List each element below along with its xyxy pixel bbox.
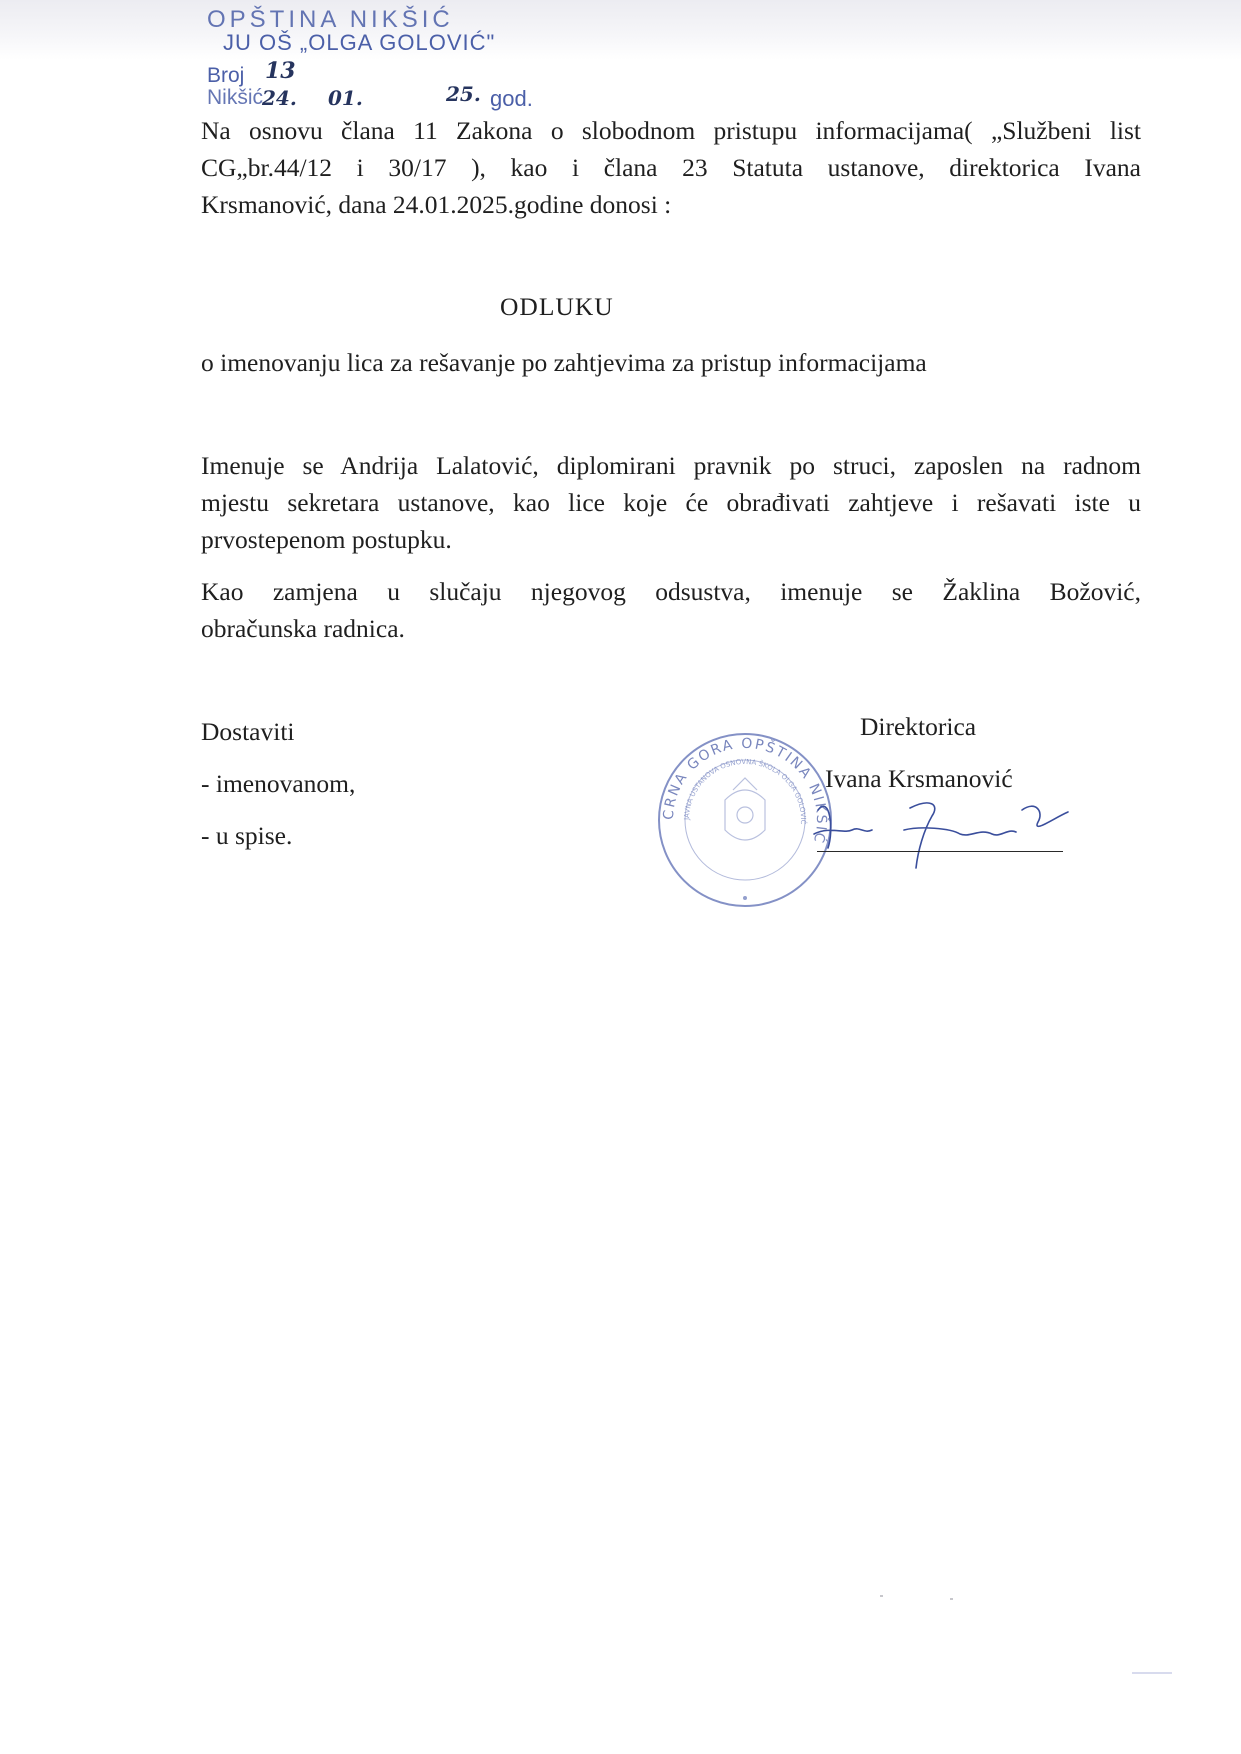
document-subtitle: o imenovanju lica za rešavanje po zahtjevima za pristup informacijama	[201, 348, 927, 377]
stamp-place-label: Nikšić	[207, 86, 263, 109]
seal-inner-text: JAVNA USTANOVA OSNOVNA ŠKOLA OLGA GOLOVIĆ	[682, 757, 808, 825]
intro-line-2: CG„br.44/12 i 30/17 ), kao i člana 23 Statuta ustanove, direktorica Ivana	[201, 153, 1141, 182]
intro-line-3: Krsmanović, dana 24.01.2025.godine donosi :	[201, 190, 672, 219]
scan-speck	[950, 1598, 953, 1600]
handwritten-signature	[800, 790, 1080, 880]
signature-role: Direktorica	[860, 712, 977, 741]
document-title: ODLUKU	[500, 292, 614, 321]
handwritten-number: 13	[265, 58, 296, 84]
para1-line-2: mjestu sekretara ustanove, kao lice koje će obrađivati zahtjeve i rešavati iste u	[201, 488, 1141, 517]
delivery-item-1: - imenovanom,	[201, 769, 356, 798]
handwritten-day: 24.	[262, 86, 297, 110]
coat-of-arms-icon	[725, 778, 765, 840]
stamp-god-suffix: god.	[490, 86, 533, 111]
signature-line	[817, 851, 1063, 852]
scan-speck	[1132, 1672, 1172, 1674]
delivery-heading: Dostaviti	[201, 717, 295, 746]
stamp-school: JU OŠ „OLGA GOLOVIĆ"	[223, 30, 496, 55]
para1-line-3: prvostepenom postupku.	[201, 525, 452, 554]
para2-line-1: Kao zamjena u slučaju njegovog odsustva, imenuje se Žaklina Božović,	[201, 577, 1141, 606]
stamp-municipality: OPŠTINA NIKŠIĆ	[207, 6, 454, 33]
para2-line-2: obračunska radnica.	[201, 614, 405, 643]
signatory-name: Ivana Krsmanović	[825, 764, 1013, 793]
scan-shading	[0, 0, 1241, 60]
stamp-number-label: Broj	[207, 64, 245, 87]
handwritten-year: 25.	[446, 82, 481, 106]
para1-line-1: Imenuje se Andrija Lalatović, diplomirani pravnik po struci, zaposlen na radnom	[201, 451, 1141, 480]
registration-stamp	[205, 6, 565, 111]
handwritten-month: 01.	[328, 86, 363, 110]
seal-outer-text: CRNA GORA OPŠTINA NIKŠIĆ	[660, 735, 830, 847]
scan-speck	[880, 1595, 883, 1597]
intro-line-1: Na osnovu člana 11 Zakona o slobodnom pristupu informacijama( „Službeni list	[201, 116, 1141, 145]
delivery-item-2: - u spise.	[201, 821, 293, 850]
